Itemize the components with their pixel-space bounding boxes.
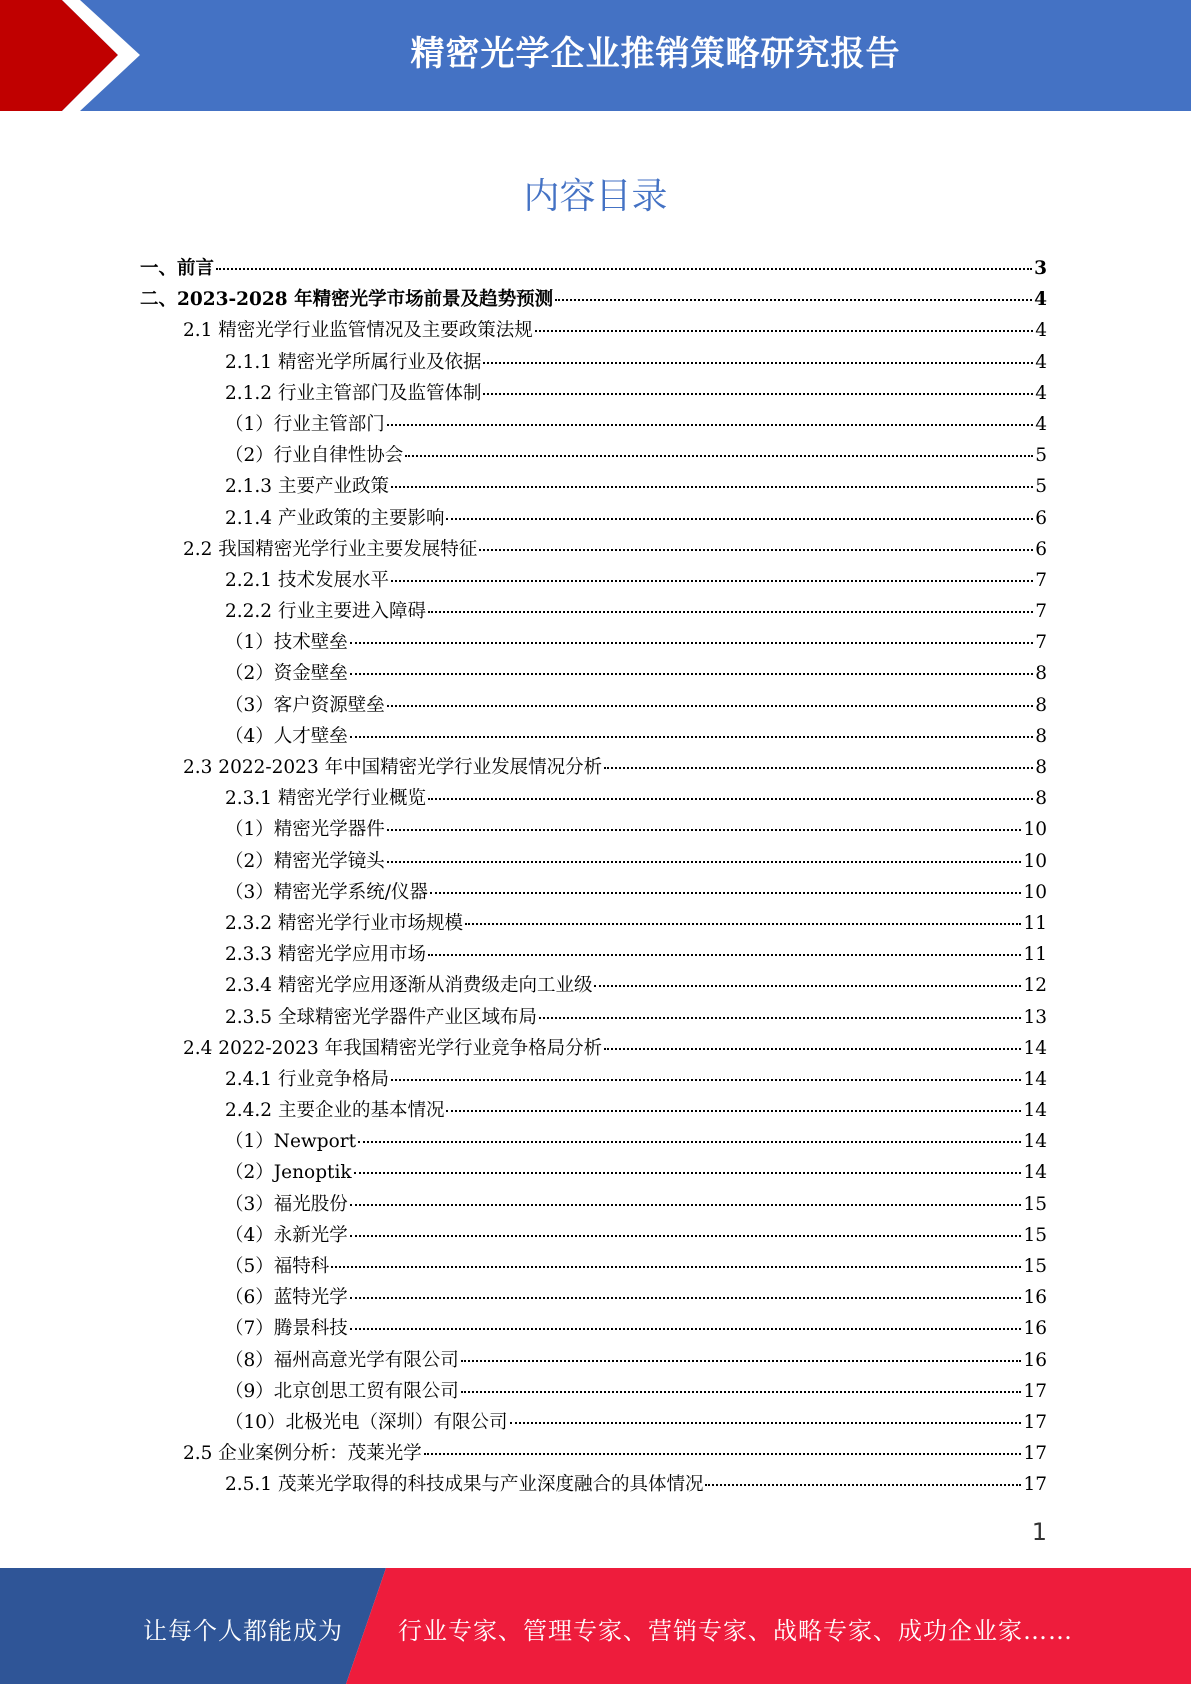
toc-dot-leader bbox=[350, 736, 1033, 738]
toc-entry-page: 14 bbox=[1023, 1037, 1047, 1059]
toc-entry-page: 7 bbox=[1035, 601, 1047, 623]
toc-entry-page: 12 bbox=[1023, 975, 1047, 997]
toc-dot-leader bbox=[424, 1453, 1022, 1455]
toc-entry[interactable] bbox=[140, 471, 1047, 502]
toc-entry[interactable] bbox=[140, 1157, 1047, 1188]
toc-entry[interactable] bbox=[140, 1220, 1047, 1251]
toc-entry-label: 2.5.1 茂莱光学取得的科技成果与产业深度融合的具体情况 bbox=[225, 1474, 704, 1496]
toc-entry[interactable] bbox=[140, 814, 1047, 845]
toc-entry[interactable] bbox=[140, 627, 1047, 658]
toc-dot-leader bbox=[555, 299, 1032, 301]
toc-entry-label: （2）精密光学镜头 bbox=[225, 850, 385, 872]
toc-entry[interactable] bbox=[140, 347, 1047, 378]
toc-entry-page: 10 bbox=[1023, 881, 1047, 903]
toc-entry-label: 2.3.3 精密光学应用市场 bbox=[225, 944, 426, 966]
toc-entry-page: 4 bbox=[1035, 351, 1047, 373]
toc-entry-label: 2.1 精密光学行业监管情况及主要政策法规 bbox=[183, 320, 533, 342]
toc-dot-leader bbox=[350, 1328, 1022, 1330]
toc-entry-page: 15 bbox=[1023, 1193, 1047, 1215]
toc-entry-label: （5）福特科 bbox=[225, 1256, 330, 1277]
toc-entry-page: 13 bbox=[1023, 1006, 1047, 1028]
toc-entry-label: （3）福光股份 bbox=[225, 1193, 348, 1215]
toc-entry[interactable] bbox=[140, 908, 1047, 939]
toc-dot-leader bbox=[331, 1266, 1021, 1268]
toc-entry-label: 2.4 2022-2023 年我国精密光学行业竞争格局分析 bbox=[183, 1037, 603, 1059]
toc-dot-leader bbox=[428, 611, 1033, 613]
toc-dot-leader bbox=[350, 1235, 1022, 1237]
toc-entry-label: （3）客户资源壁垒 bbox=[225, 694, 385, 716]
toc-entry-label: 2.1.4 产业政策的主要影响 bbox=[225, 507, 445, 529]
toc-dot-leader bbox=[483, 393, 1033, 395]
toc-dot-leader bbox=[594, 985, 1021, 987]
toc-entry-page: 15 bbox=[1023, 1224, 1047, 1246]
toc-entry-page: 4 bbox=[1035, 320, 1047, 342]
toc-dot-leader bbox=[461, 1391, 1022, 1393]
toc-entry[interactable] bbox=[140, 1282, 1047, 1313]
toc-dot-leader bbox=[387, 829, 1022, 831]
toc-entry-label: 2.1.1 精密光学所属行业及依据 bbox=[225, 351, 482, 373]
toc-dot-leader bbox=[705, 1484, 1021, 1486]
toc-entry-page: 8 bbox=[1035, 694, 1047, 716]
toc-entry-page: 7 bbox=[1035, 569, 1047, 591]
footer-band bbox=[0, 1568, 1191, 1684]
toc-entry-page: 17 bbox=[1023, 1443, 1047, 1465]
toc-dot-leader bbox=[446, 1110, 1021, 1112]
toc-entry[interactable] bbox=[140, 1095, 1047, 1126]
toc-entry-label: 一、前言 bbox=[140, 258, 215, 279]
toc-entry-page: 5 bbox=[1035, 476, 1047, 498]
toc-entry-page: 8 bbox=[1035, 757, 1047, 778]
toc-entry-label: （4）永新光学 bbox=[225, 1224, 348, 1246]
toc-entry-label: 二、2023-2028 年精密光学市场前景及趋势预测 bbox=[140, 289, 554, 311]
toc-entry-page: 17 bbox=[1023, 1411, 1047, 1433]
toc-entry-label: 2.5 企业案例分析：茂莱光学 bbox=[183, 1443, 422, 1465]
toc-entry-label: 2.3.5 全球精密光学器件产业区域布局 bbox=[225, 1006, 537, 1028]
toc-entry-label: （1）精密光学器件 bbox=[225, 819, 385, 841]
toc-dot-leader bbox=[387, 705, 1033, 707]
toc-dot-leader bbox=[479, 549, 1033, 551]
toc-entry-label: （2）Jenoptik bbox=[225, 1162, 352, 1184]
toc-entry-label: 2.1.2 行业主管部门及监管体制 bbox=[225, 382, 482, 404]
toc-entry-page: 4 bbox=[1035, 413, 1047, 435]
table-of-contents bbox=[140, 253, 1047, 1501]
toc-entry-label: （2）资金壁垒 bbox=[225, 663, 348, 685]
toc-entry[interactable] bbox=[140, 565, 1047, 596]
toc-entry-label: （6）蓝特光学 bbox=[225, 1287, 348, 1309]
toc-dot-leader bbox=[461, 1360, 1022, 1362]
toc-entry[interactable] bbox=[140, 1064, 1047, 1095]
toc-entry-page: 16 bbox=[1023, 1318, 1047, 1340]
toc-entry-page: 17 bbox=[1023, 1380, 1047, 1402]
toc-entry-page: 6 bbox=[1035, 507, 1047, 529]
toc-entry[interactable] bbox=[140, 970, 1047, 1001]
toc-entry[interactable] bbox=[140, 253, 1047, 284]
toc-entry[interactable] bbox=[140, 534, 1047, 565]
toc-entry[interactable] bbox=[140, 1313, 1047, 1344]
toc-entry[interactable] bbox=[140, 1469, 1047, 1500]
toc-entry-label: 2.2.2 行业主要进入障碍 bbox=[225, 601, 426, 623]
toc-entry-label: （7）腾景科技 bbox=[225, 1318, 348, 1340]
footer-slogan-left: 让每个人都能成为 bbox=[143, 1617, 343, 1645]
toc-entry[interactable] bbox=[140, 1438, 1047, 1469]
toc-entry-page: 17 bbox=[1023, 1474, 1047, 1496]
toc-entry[interactable] bbox=[140, 846, 1047, 877]
toc-entry-label: 2.3 2022-2023 年中国精密光学行业发展情况分析 bbox=[183, 757, 603, 778]
page-number: 1 bbox=[1031, 1518, 1047, 1546]
toc-entry[interactable] bbox=[140, 284, 1047, 315]
toc-dot-leader bbox=[604, 1048, 1021, 1050]
toc-dot-leader bbox=[428, 954, 1021, 956]
toc-entry[interactable] bbox=[140, 939, 1047, 970]
toc-entry-label: （10）北极光电（深圳）有限公司 bbox=[225, 1411, 508, 1433]
toc-entry-label: （1）技术壁垒 bbox=[225, 632, 348, 654]
toc-dot-leader bbox=[446, 518, 1033, 520]
toc-entry-page: 10 bbox=[1023, 850, 1047, 872]
toc-dot-leader bbox=[391, 580, 1033, 582]
toc-entry-label: （2）行业自律性协会 bbox=[225, 445, 404, 467]
header-band bbox=[0, 0, 1191, 111]
toc-dot-leader bbox=[216, 268, 1032, 270]
toc-entry[interactable] bbox=[140, 315, 1047, 346]
toc-entry-page: 4 bbox=[1034, 289, 1047, 311]
toc-entry[interactable] bbox=[140, 440, 1047, 471]
toc-heading: 内容目录 bbox=[523, 176, 668, 217]
toc-entry[interactable] bbox=[140, 1407, 1047, 1438]
toc-entry-page: 8 bbox=[1035, 663, 1047, 685]
toc-dot-leader bbox=[391, 1079, 1021, 1081]
toc-entry[interactable] bbox=[140, 658, 1047, 689]
toc-dot-leader bbox=[405, 455, 1033, 457]
toc-entry-label: 2.3.4 精密光学应用逐渐从消费级走向工业级 bbox=[225, 975, 593, 997]
toc-dot-leader bbox=[465, 923, 1021, 925]
toc-entry-label: （3）精密光学系统/仪器 bbox=[225, 881, 429, 903]
toc-entry[interactable] bbox=[140, 752, 1047, 783]
toc-entry-label: 2.1.3 主要产业政策 bbox=[225, 476, 389, 498]
toc-dot-leader bbox=[387, 861, 1022, 863]
toc-entry-page: 3 bbox=[1034, 258, 1047, 279]
toc-entry-label: 2.3.1 精密光学行业概览 bbox=[225, 788, 426, 810]
toc-entry-page: 8 bbox=[1035, 725, 1047, 747]
toc-entry[interactable] bbox=[140, 378, 1047, 409]
toc-dot-leader bbox=[350, 1204, 1022, 1206]
toc-entry[interactable] bbox=[140, 409, 1047, 440]
toc-entry-page: 5 bbox=[1035, 445, 1047, 467]
toc-entry-label: （8）福州高意光学有限公司 bbox=[225, 1349, 459, 1371]
toc-entry-label: 2.2 我国精密光学行业主要发展特征 bbox=[183, 538, 478, 560]
toc-entry-label: 2.2.1 技术发展水平 bbox=[225, 569, 389, 591]
footer-slogan-right: 行业专家、管理专家、营销专家、战略专家、成功企业家…… bbox=[398, 1617, 1073, 1645]
toc-dot-leader bbox=[428, 798, 1033, 800]
toc-entry[interactable] bbox=[140, 1002, 1047, 1033]
toc-entry-page: 16 bbox=[1023, 1287, 1047, 1309]
toc-entry-label: （9）北京创思工贸有限公司 bbox=[225, 1380, 459, 1402]
toc-entry-page: 14 bbox=[1023, 1100, 1047, 1122]
toc-entry-page: 14 bbox=[1023, 1131, 1047, 1153]
toc-entry-page: 14 bbox=[1023, 1068, 1047, 1090]
toc-entry-label: 2.4.2 主要企业的基本情况 bbox=[225, 1100, 445, 1122]
toc-dot-leader bbox=[604, 767, 1033, 769]
toc-dot-leader bbox=[350, 642, 1033, 644]
toc-dot-leader bbox=[430, 892, 1021, 894]
toc-entry[interactable] bbox=[140, 1033, 1047, 1064]
toc-entry-page: 14 bbox=[1023, 1162, 1047, 1184]
toc-entry-label: （1）Newport bbox=[225, 1131, 356, 1153]
toc-entry[interactable] bbox=[140, 1345, 1047, 1376]
toc-entry[interactable] bbox=[140, 1251, 1047, 1282]
toc-entry[interactable] bbox=[140, 877, 1047, 908]
toc-entry-page: 8 bbox=[1035, 788, 1047, 810]
toc-entry[interactable] bbox=[140, 1376, 1047, 1407]
toc-entry-page: 7 bbox=[1035, 632, 1047, 654]
toc-entry[interactable] bbox=[140, 503, 1047, 534]
toc-entry-page: 10 bbox=[1023, 819, 1047, 841]
red-chevron-icon bbox=[0, 0, 160, 111]
toc-entry-page: 15 bbox=[1023, 1256, 1047, 1277]
toc-entry[interactable] bbox=[140, 690, 1047, 721]
toc-dot-leader bbox=[350, 673, 1033, 675]
toc-dot-leader bbox=[539, 1017, 1021, 1019]
toc-entry-page: 11 bbox=[1023, 912, 1047, 934]
toc-entry[interactable] bbox=[140, 721, 1047, 752]
toc-entry-label: 2.3.2 精密光学行业市场规模 bbox=[225, 912, 463, 934]
toc-dot-leader bbox=[350, 1297, 1022, 1299]
toc-dot-leader bbox=[391, 486, 1033, 488]
toc-entry[interactable] bbox=[140, 1126, 1047, 1157]
toc-entry-page: 16 bbox=[1023, 1349, 1047, 1371]
toc-dot-leader bbox=[387, 424, 1033, 426]
toc-entry-label: （1）行业主管部门 bbox=[225, 413, 385, 435]
toc-entry-page: 4 bbox=[1035, 382, 1047, 404]
toc-entry-label: （4）人才壁垒 bbox=[225, 725, 348, 747]
toc-entry-page: 6 bbox=[1035, 538, 1047, 560]
toc-entry[interactable] bbox=[140, 783, 1047, 814]
toc-entry[interactable] bbox=[140, 596, 1047, 627]
toc-entry[interactable] bbox=[140, 1189, 1047, 1220]
toc-dot-leader bbox=[358, 1141, 1021, 1143]
toc-entry-page: 11 bbox=[1023, 944, 1047, 966]
toc-dot-leader bbox=[483, 362, 1033, 364]
toc-dot-leader bbox=[510, 1422, 1022, 1424]
toc-entry-label: 2.4.1 行业竞争格局 bbox=[225, 1068, 389, 1090]
report-title: 精密光学企业推销策略研究报告 bbox=[410, 34, 901, 74]
toc-dot-leader bbox=[354, 1172, 1022, 1174]
toc-dot-leader bbox=[535, 330, 1033, 332]
